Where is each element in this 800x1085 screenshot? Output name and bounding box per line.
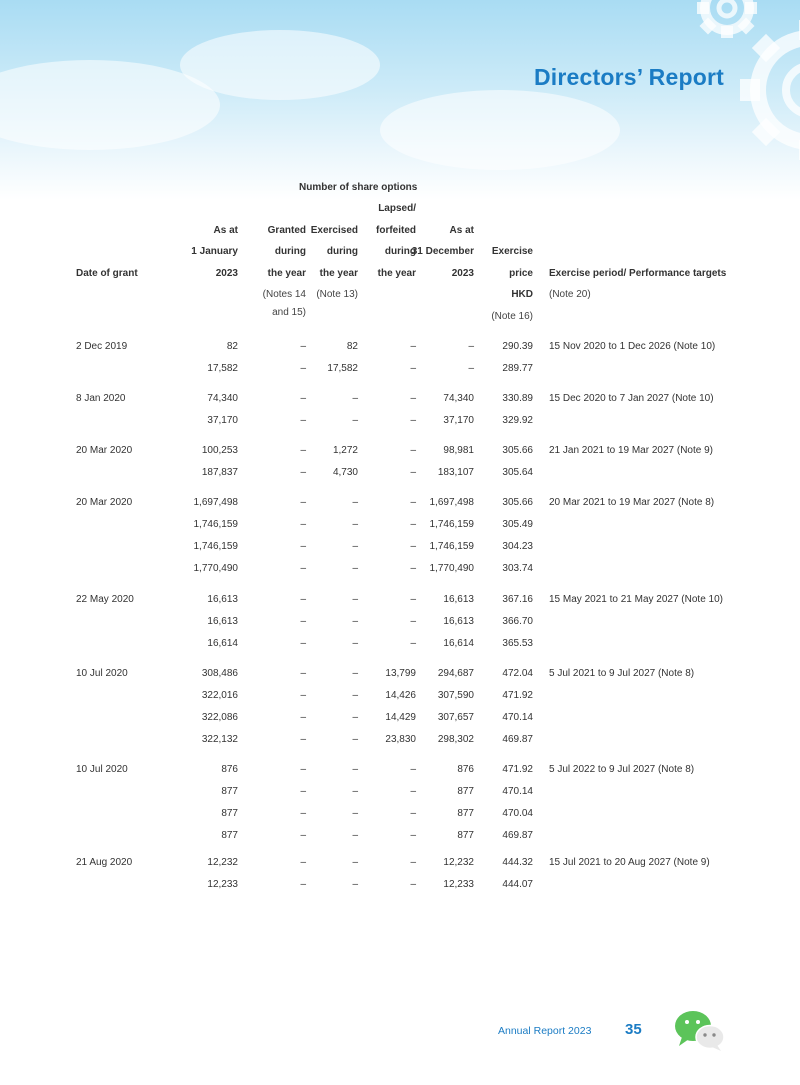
cell-closing: – bbox=[468, 341, 474, 352]
exercise-period: 20 Mar 2021 to 19 Mar 2027 (Note 8) bbox=[549, 497, 715, 508]
cell-opening: 322,086 bbox=[201, 712, 238, 723]
cell-opening: 876 bbox=[221, 764, 238, 775]
cell-price: 469.87 bbox=[502, 734, 533, 745]
cell-price: 444.07 bbox=[502, 879, 533, 890]
cell-lapsed: – bbox=[410, 445, 416, 456]
cell-granted: – bbox=[300, 830, 306, 841]
cell-exercised: – bbox=[352, 393, 358, 404]
note-granted-2: and 15) bbox=[272, 307, 306, 318]
cell-granted: – bbox=[300, 638, 306, 649]
grant-date: 10 Jul 2020 bbox=[76, 668, 128, 679]
col-header-opening-3: 2023 bbox=[215, 268, 238, 279]
cell-lapsed: – bbox=[410, 616, 416, 627]
cell-granted: – bbox=[300, 393, 306, 404]
cell-price: 305.66 bbox=[502, 445, 533, 456]
cell-exercised: – bbox=[352, 616, 358, 627]
cell-exercised: 4,730 bbox=[332, 467, 358, 478]
cell-price: 471.92 bbox=[502, 690, 533, 701]
cell-exercised: 82 bbox=[346, 341, 358, 352]
cell-price: 470.14 bbox=[502, 712, 533, 723]
cell-exercised: – bbox=[352, 764, 358, 775]
col-header-opening-1: As at bbox=[213, 225, 238, 236]
cell-price: 290.39 bbox=[502, 341, 533, 352]
cell-opening: 16,614 bbox=[207, 638, 238, 649]
col-header-lapsed-2: forfeited bbox=[376, 225, 416, 236]
cell-lapsed: – bbox=[410, 341, 416, 352]
cell-granted: – bbox=[300, 764, 306, 775]
cell-granted: – bbox=[300, 519, 306, 530]
cell-price: 304.23 bbox=[502, 541, 533, 552]
cell-opening: 74,340 bbox=[207, 393, 238, 404]
cell-exercised: – bbox=[352, 541, 358, 552]
cell-granted: – bbox=[300, 879, 306, 890]
col-header-granted-1: Granted bbox=[267, 225, 306, 236]
cell-lapsed: – bbox=[410, 638, 416, 649]
cell-lapsed: 23,830 bbox=[385, 734, 416, 745]
cell-lapsed: 13,799 bbox=[385, 668, 416, 679]
cell-granted: – bbox=[300, 497, 306, 508]
cell-closing: 16,614 bbox=[443, 638, 474, 649]
cell-lapsed: – bbox=[410, 594, 416, 605]
cell-granted: – bbox=[300, 734, 306, 745]
grant-date: 2 Dec 2019 bbox=[76, 341, 128, 352]
cell-exercised: – bbox=[352, 415, 358, 426]
cell-exercised: – bbox=[352, 638, 358, 649]
cell-closing: 1,746,159 bbox=[429, 519, 474, 530]
cell-closing: 12,232 bbox=[443, 857, 474, 868]
cell-closing: 876 bbox=[457, 764, 474, 775]
cell-price: 444.32 bbox=[502, 857, 533, 868]
cell-lapsed: – bbox=[410, 363, 416, 374]
page-number: 35 bbox=[625, 1021, 642, 1038]
col-header-price-3: HKD bbox=[511, 289, 533, 300]
cell-granted: – bbox=[300, 690, 306, 701]
cell-closing: 12,233 bbox=[443, 879, 474, 890]
cell-closing: 877 bbox=[457, 830, 474, 841]
cell-granted: – bbox=[300, 541, 306, 552]
cell-exercised: – bbox=[352, 879, 358, 890]
cell-granted: – bbox=[300, 563, 306, 574]
wechat-icon bbox=[674, 1010, 726, 1052]
cell-lapsed: – bbox=[410, 541, 416, 552]
cell-closing: 16,613 bbox=[443, 616, 474, 627]
col-header-exercised-2: during bbox=[326, 246, 358, 257]
cell-opening: 12,233 bbox=[207, 879, 238, 890]
cell-lapsed: – bbox=[410, 879, 416, 890]
cell-opening: 877 bbox=[221, 808, 238, 819]
cell-exercised: – bbox=[352, 857, 358, 868]
cell-granted: – bbox=[300, 363, 306, 374]
note-exercised: (Note 13) bbox=[316, 289, 358, 300]
cell-closing: 183,107 bbox=[437, 467, 474, 478]
cell-opening: 187,837 bbox=[201, 467, 238, 478]
cell-exercised: – bbox=[352, 712, 358, 723]
col-header-lapsed-3: during bbox=[384, 246, 416, 257]
cell-closing: 294,687 bbox=[437, 668, 474, 679]
col-header-date: Date of grant bbox=[76, 268, 138, 279]
grant-date: 22 May 2020 bbox=[76, 594, 134, 605]
cell-price: 289.77 bbox=[502, 363, 533, 374]
grant-date: 20 Mar 2020 bbox=[76, 445, 133, 456]
cell-exercised: – bbox=[352, 786, 358, 797]
grant-date: 10 Jul 2020 bbox=[76, 764, 128, 775]
cell-exercised: – bbox=[352, 808, 358, 819]
footer-report-name: Annual Report 2023 bbox=[498, 1025, 592, 1037]
cell-exercised: – bbox=[352, 690, 358, 701]
cell-opening: 37,170 bbox=[207, 415, 238, 426]
cell-lapsed: – bbox=[410, 393, 416, 404]
cell-exercised: 1,272 bbox=[332, 445, 358, 456]
cell-price: 472.04 bbox=[502, 668, 533, 679]
cell-closing: 98,981 bbox=[443, 445, 474, 456]
cell-granted: – bbox=[300, 616, 306, 627]
col-header-closing-3: 2023 bbox=[451, 268, 474, 279]
note-period: (Note 20) bbox=[549, 289, 591, 300]
cell-granted: – bbox=[300, 857, 306, 868]
cell-price: 469.87 bbox=[502, 830, 533, 841]
note-price: (Note 16) bbox=[491, 311, 533, 322]
cell-granted: – bbox=[300, 668, 306, 679]
cell-price: 471.92 bbox=[502, 764, 533, 775]
cell-closing: 74,340 bbox=[443, 393, 474, 404]
page-title: Directors’ Report bbox=[533, 64, 724, 90]
exercise-period: 15 Nov 2020 to 1 Dec 2026 (Note 10) bbox=[549, 341, 716, 352]
cell-opening: 100,253 bbox=[201, 445, 238, 456]
col-header-price-2: price bbox=[509, 268, 533, 279]
cell-granted: – bbox=[300, 712, 306, 723]
cell-exercised: – bbox=[352, 519, 358, 530]
cell-granted: – bbox=[300, 445, 306, 456]
cell-opening: 82 bbox=[226, 341, 238, 352]
cell-granted: – bbox=[300, 467, 306, 478]
cell-lapsed: 14,429 bbox=[385, 712, 416, 723]
cell-lapsed: – bbox=[410, 519, 416, 530]
cell-exercised: 17,582 bbox=[327, 363, 358, 374]
cell-closing: 1,770,490 bbox=[429, 563, 474, 574]
cell-price: 366.70 bbox=[502, 616, 533, 627]
cell-closing: 877 bbox=[457, 786, 474, 797]
cell-closing: 298,302 bbox=[437, 734, 474, 745]
cell-lapsed: – bbox=[410, 415, 416, 426]
cell-opening: 16,613 bbox=[207, 594, 238, 605]
cell-opening: 877 bbox=[221, 786, 238, 797]
col-header-price-1: Exercise bbox=[491, 246, 533, 257]
cell-opening: 1,697,498 bbox=[193, 497, 238, 508]
cell-lapsed: – bbox=[410, 830, 416, 841]
cell-lapsed: – bbox=[410, 467, 416, 478]
col-header-exercised-3: the year bbox=[319, 268, 358, 279]
exercise-period: 21 Jan 2021 to 19 Mar 2027 (Note 9) bbox=[549, 445, 713, 456]
cell-granted: – bbox=[300, 594, 306, 605]
cell-lapsed: 14,426 bbox=[385, 690, 416, 701]
cell-opening: 1,746,159 bbox=[193, 519, 238, 530]
col-header-exercised-1: Exercised bbox=[310, 225, 358, 236]
cell-granted: – bbox=[300, 341, 306, 352]
cell-closing: 16,613 bbox=[443, 594, 474, 605]
exercise-period: 15 Dec 2020 to 7 Jan 2027 (Note 10) bbox=[549, 393, 714, 404]
note-granted-1: (Notes 14 bbox=[262, 289, 306, 300]
exercise-period: 5 Jul 2021 to 9 Jul 2027 (Note 8) bbox=[549, 668, 695, 679]
cell-price: 305.64 bbox=[502, 467, 533, 478]
cell-exercised: – bbox=[352, 563, 358, 574]
cell-price: 305.66 bbox=[502, 497, 533, 508]
cell-closing: 877 bbox=[457, 808, 474, 819]
cell-opening: 1,770,490 bbox=[193, 563, 238, 574]
exercise-period: 5 Jul 2022 to 9 Jul 2027 (Note 8) bbox=[549, 764, 695, 775]
cell-price: 470.04 bbox=[502, 808, 533, 819]
cell-price: 470.14 bbox=[502, 786, 533, 797]
col-header-closing-1: As at bbox=[449, 225, 474, 236]
cell-price: 303.74 bbox=[502, 563, 533, 574]
col-header-lapsed-4: the year bbox=[377, 268, 416, 279]
group-header: Number of share options bbox=[299, 182, 418, 193]
col-header-period: Exercise period/ Performance targets bbox=[549, 268, 727, 279]
cell-lapsed: – bbox=[410, 808, 416, 819]
cell-opening: 322,132 bbox=[201, 734, 238, 745]
col-header-granted-2: during bbox=[274, 246, 306, 257]
cell-price: 365.53 bbox=[502, 638, 533, 649]
gear-icon bbox=[0, 0, 800, 200]
cell-opening: 17,582 bbox=[207, 363, 238, 374]
cell-opening: 16,613 bbox=[207, 616, 238, 627]
col-header-granted-3: the year bbox=[267, 268, 306, 279]
cell-exercised: – bbox=[352, 830, 358, 841]
cell-closing: 1,746,159 bbox=[429, 541, 474, 552]
cell-exercised: – bbox=[352, 497, 358, 508]
cell-closing: 1,697,498 bbox=[429, 497, 474, 508]
cell-price: 330.89 bbox=[502, 393, 533, 404]
col-header-lapsed-1: Lapsed/ bbox=[378, 203, 416, 214]
cell-closing: 37,170 bbox=[443, 415, 474, 426]
header-banner bbox=[0, 0, 800, 200]
cell-lapsed: – bbox=[410, 764, 416, 775]
cell-closing: 307,657 bbox=[437, 712, 474, 723]
cell-exercised: – bbox=[352, 734, 358, 745]
cell-lapsed: – bbox=[410, 857, 416, 868]
cell-opening: 308,486 bbox=[201, 668, 238, 679]
cell-lapsed: – bbox=[410, 497, 416, 508]
grant-date: 21 Aug 2020 bbox=[76, 857, 133, 868]
cell-price: 367.16 bbox=[502, 594, 533, 605]
exercise-period: 15 May 2021 to 21 May 2027 (Note 10) bbox=[549, 594, 723, 605]
cell-opening: 322,016 bbox=[201, 690, 238, 701]
cell-exercised: – bbox=[352, 668, 358, 679]
cell-price: 305.49 bbox=[502, 519, 533, 530]
cell-granted: – bbox=[300, 786, 306, 797]
col-header-opening-2: 1 January bbox=[191, 246, 238, 257]
cell-opening: 877 bbox=[221, 830, 238, 841]
cell-granted: – bbox=[300, 808, 306, 819]
cell-opening: 1,746,159 bbox=[193, 541, 238, 552]
cell-lapsed: – bbox=[410, 563, 416, 574]
cell-granted: – bbox=[300, 415, 306, 426]
exercise-period: 15 Jul 2021 to 20 Aug 2027 (Note 9) bbox=[549, 857, 710, 868]
grant-date: 20 Mar 2020 bbox=[76, 497, 133, 508]
cell-opening: 12,232 bbox=[207, 857, 238, 868]
cell-exercised: – bbox=[352, 594, 358, 605]
cell-lapsed: – bbox=[410, 786, 416, 797]
col-header-closing-2: 31 December bbox=[411, 246, 474, 257]
grant-date: 8 Jan 2020 bbox=[76, 393, 126, 404]
cell-closing: – bbox=[468, 363, 474, 374]
cell-closing: 307,590 bbox=[437, 690, 474, 701]
cell-price: 329.92 bbox=[502, 415, 533, 426]
